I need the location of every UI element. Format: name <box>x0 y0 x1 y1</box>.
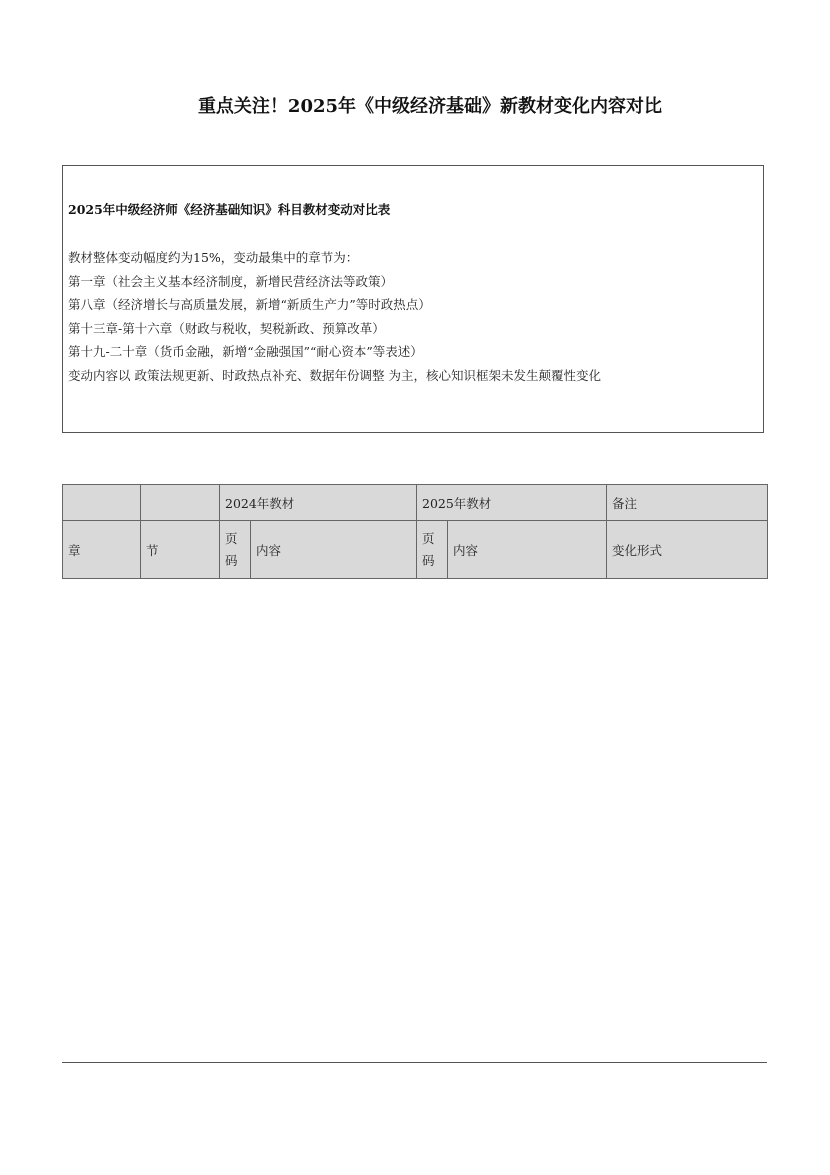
table-subheader-row <box>63 521 768 579</box>
subheader-section: 节 <box>141 521 220 579</box>
summary-line: 第十三章-第十六章（财政与税收，契税新政、预算改革） <box>68 320 385 336</box>
subheader-change-type: 变化形式 <box>607 521 768 579</box>
subheader-page-2024: 页码 <box>220 521 251 579</box>
header-cell-blank <box>141 485 220 521</box>
footer-divider <box>62 1062 767 1063</box>
summary-line: 变动内容以 政策法规更新、时政热点补充、数据年份调整 为主，核心知识框架未发生颠覆性变化 <box>68 367 601 383</box>
subheader-content-2024: 内容 <box>251 521 417 579</box>
summary-line: 第一章（社会主义基本经济制度，新增民营经济法等政策） <box>68 273 394 289</box>
summary-lines <box>68 246 601 387</box>
header-remarks: 备注 <box>607 485 768 521</box>
comparison-table <box>62 484 768 579</box>
subheader-page-2025: 页码 <box>417 521 448 579</box>
header-cell-blank <box>63 485 141 521</box>
summary-line: 第八章（经济增长与高质量发展，新增“新质生产力”等时政热点） <box>68 297 431 312</box>
subheader-content-2025: 内容 <box>448 521 607 579</box>
header-2025-edition: 2025年教材 <box>417 485 607 521</box>
header-2024-edition: 2024年教材 <box>220 485 417 521</box>
summary-line: 教材整体变动幅度约为15%，变动最集中的章节为： <box>68 250 359 265</box>
summary-box <box>62 165 764 433</box>
page-title: 重点关注！2025年《中级经济基础》新教材变化内容对比 <box>197 96 663 117</box>
summary-heading: 2025年中级经济师《经济基础知识》科目教材变动对比表 <box>68 202 391 217</box>
table-header-row <box>63 485 768 521</box>
subheader-chapter: 章 <box>63 521 141 579</box>
summary-line: 第十九-二十章（货币金融，新增“金融强国”“耐心资本”等表述） <box>68 344 423 359</box>
